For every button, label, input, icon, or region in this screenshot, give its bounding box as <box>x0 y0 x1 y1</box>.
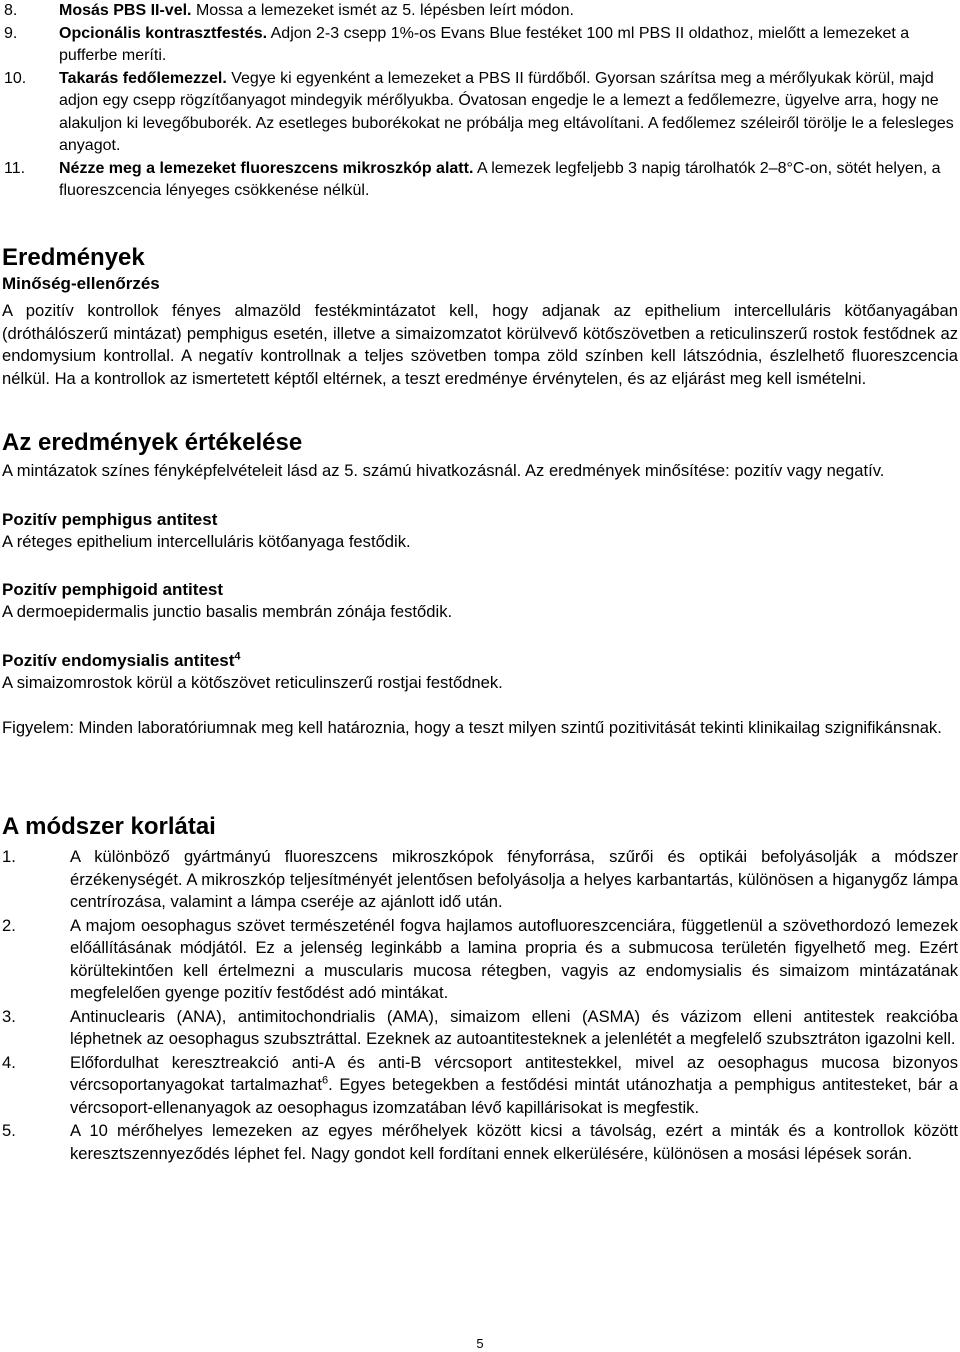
evaluation-item-title: Pozitív pemphigus antitest <box>2 509 218 529</box>
evaluation-section <box>2 428 958 740</box>
limitations-section <box>2 812 958 1165</box>
step-text: A lemezek legfeljebb 3 napig tárolhatók 2–8°C-on, sötét helyen, a fluoreszcencia lényeges csökkenése nélkül. <box>59 159 941 199</box>
evaluation-heading: Az eredmények értékelése <box>2 429 303 456</box>
evaluation-item-text: A simaizomrostok körül a kötőszövet reticulinszerű rostjai festődnek. <box>2 672 503 692</box>
results-heading: Eredmények <box>2 244 145 271</box>
evaluation-item-title: Pozitív pemphigoid antitest <box>2 580 224 599</box>
evaluation-note: Figyelem: Minden laboratóriumnak meg kell határoznia, hogy a teszt milyen szintű pozitivitását tekinti klinikailag szignifikánsnak. <box>2 718 942 737</box>
step-9 <box>4 23 959 68</box>
evaluation-intro: A mintázatok színes fényképfelvételeit lásd az 5. számú hivatkozásnál. Az eredmények minősítése: pozitív vagy negatív. <box>2 461 885 480</box>
limitations-heading: A módszer korlátai <box>2 813 216 840</box>
limitation-text-cont: . Egyes betegekben a festődési mintát utánozhatja a pemphigus antitesteket, bár a vércsoport-ellenanyagok az oesophagus izomzatában lévő kapillárisokat is megfestik. <box>70 1075 958 1117</box>
step-title: Takarás fedőlemezzel. <box>59 69 227 87</box>
limitation-text: Antinuclearis (ANA), antimitochondrialis (AMA), simaizom elleni (ASMA) és vázizom elleni antitestek reakcióba léphetnek az oesophagus szubsztráttal. Ezeknek az autoantitesteknek a jelenlétét a megfelelő szubsztráton igazolni kell. <box>70 1006 958 1048</box>
step-title: Nézze meg a lemezeket fluoreszcens mikroszkóp alatt. <box>59 159 474 177</box>
step-title: Mosás PBS II-vel. <box>59 2 192 19</box>
limitation-number: 2. <box>2 915 16 935</box>
evaluation-item <box>2 650 958 695</box>
step-title: Opcionális kontrasztfestés. <box>59 24 268 42</box>
step-number: 10. <box>4 69 27 87</box>
limitation-number: 1. <box>2 847 16 866</box>
limitation-item-1 <box>2 846 958 914</box>
evaluation-item-title: Pozitív endomysialis antitest$^4$ <box>2 649 241 670</box>
step-number: 9. <box>4 24 18 42</box>
evaluation-item <box>2 509 958 554</box>
results-section <box>2 243 958 390</box>
footnote-ref: 6 <box>321 1074 329 1087</box>
limitation-item-3 <box>2 1006 958 1051</box>
step-text: Vegye ki egyenként a lemezeket a PBS II fürdőből. Gyorsan szárítsa meg a mérőlyukak körül, majd adjon egy csepp rögzítőanyagot mindegyik mérőlyukba. Óvatosan engedje le a lemezt a fedőlemezre, ügyelve arra, hogy ne alakuljon ki levegőbuborék. Az esetleges buborékokat ne próbálja meg eltávolítani. A fedőlemez széleiről törölje le a felesleges anyagot. <box>59 69 954 154</box>
step-10 <box>4 68 959 158</box>
step-text: Mossa a lemezeket ismét az 5. lépésben leírt módon. <box>191 2 574 19</box>
evaluation-item-text: A réteges epithelium intercelluláris kötőanyaga festődik. <box>2 531 411 551</box>
limitation-text: Előfordulhat keresztreakció anti-A és anti-B vércsoport antitestekkel, mivel az oesophagus mucosa bizonyos vércsoportanyagokat tartalmazhat <box>70 1052 958 1094</box>
footnote-ref: 4 <box>234 649 241 662</box>
limitation-item-4 <box>2 1052 958 1120</box>
limitation-text: A 10 mérőhelyes lemezeken az egyes mérőhelyek között kicsi a távolság, ezért a minták és a kontrollok között keresztszennyeződés léphet fel. Nagy gondot kell fordítani ennek elkerülésére, különösen a mosási lépések során. <box>70 1121 958 1163</box>
step-number: 11. <box>4 159 26 177</box>
qc-heading: Minőség-ellenőrzés <box>2 274 160 293</box>
limitation-item-5 <box>2 1120 958 1165</box>
limitation-number: 5. <box>2 1121 16 1140</box>
step-text: Adjon 2-3 csepp 1%-os Evans Blue festéket 100 ml PBS II oldathoz, mielőtt a lemezeket a pufferbe meríti. <box>59 24 910 64</box>
evaluation-item <box>2 579 958 624</box>
page-number: 5 <box>476 1336 484 1351</box>
step-number: 8. <box>4 2 18 19</box>
step-11 <box>4 158 959 203</box>
limitation-number: 3. <box>2 1006 16 1026</box>
limitation-number: 4. <box>2 1052 16 1072</box>
limitation-item-2 <box>2 915 958 1005</box>
limitation-text: A majom oesophagus szövet természeténél fogva hajlamos autofluoreszcenciára, függetlenül a szövethordozó lemezek előállításának módjától. Ez a jelenség leginkább a lamina propria és a submucosa területén figyelhető meg. Ezért körültekintően kell értelmezni a muscularis mucosa rétegben, vagyis az endomysialis és simaizom mintázatának megfelelően gyenge pozitív festődést adó mintákat. <box>70 915 958 1002</box>
qc-paragraph: A pozitív kontrollok fényes almazöld festékmintázatot kell, hogy adjanak az epithelium intercelluláris kötőanyagában (dróthálószerű mintázat) pemphigus esetén, illetve a simaizomzatot körülvevő kötőszövetben a reticulinszerű rostok festődnek az endomysium kontrollal. A negatív kontrollnak a teljes szövetben tompa zöld színben kell látszódnia, észlelhető fluoreszcencia nélkül. Ha a kontrollok az ismertetett képtől eltérnek, a teszt eredménye érvénytelen, és az eljárást meg kell ismételni. <box>2 301 958 388</box>
procedure-steps <box>4 0 959 203</box>
limitation-text: A különböző gyártmányú fluoreszcens mikroszkópok fényforrása, szűrői és optikái befolyásolják a módszer érzékenységét. A mikroszkóp teljesítményét jelentősen befolyásolja a helyes karbantartás, különösen a higanygőz lámpa centrírozása, valamint a lámpa cseréje az ajánlott idő után. <box>70 847 958 911</box>
evaluation-item-text: A dermoepidermalis junctio basalis membrán zónája festődik. <box>2 602 453 621</box>
step-8 <box>4 0 959 23</box>
